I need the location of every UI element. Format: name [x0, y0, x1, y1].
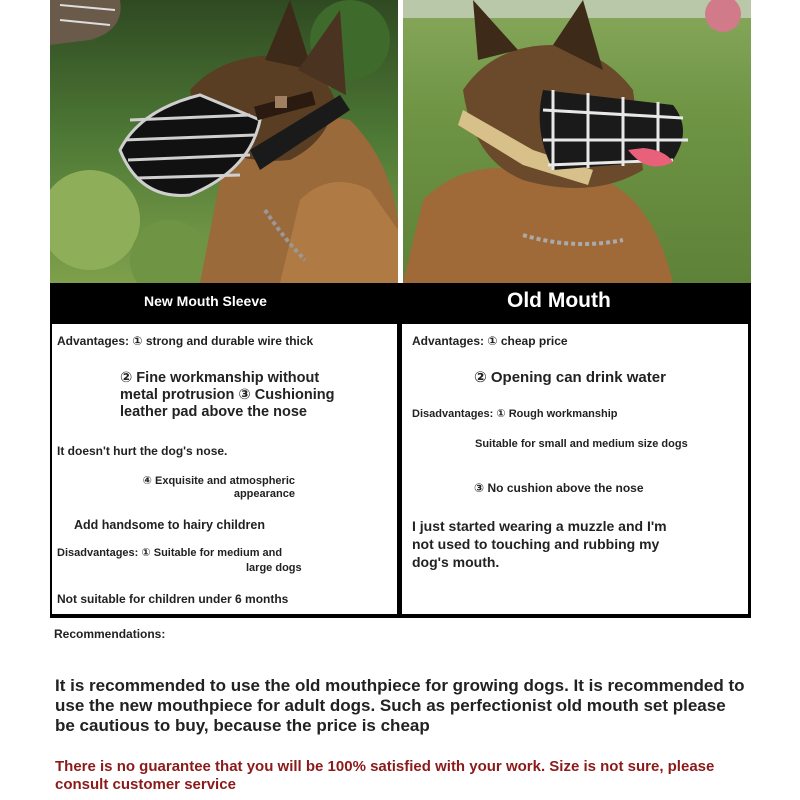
right-note: I just started wearing a muzzle and I'm not used to touching and rubbing my dog's mouth. [412, 518, 667, 570]
left-advantages-line: Advantages: ① strong and durable wire thick [57, 334, 314, 348]
column-divider [397, 324, 402, 615]
recommendations-label: Recommendations: [54, 627, 166, 641]
old-mouth-title: Old Mouth [507, 289, 611, 312]
left-advantage-4: ④ Exquisite and atmospheric appearance [142, 475, 295, 500]
right-advantage-3: ③ No cushion above the nose [474, 481, 644, 495]
table-bottom-border [50, 614, 751, 618]
left-disadvantages-label: Disadvantages: ① Suitable for medium and [57, 547, 283, 559]
right-advantages-line: Advantages: ① cheap price [412, 334, 568, 348]
right-disadvantages-line: Disadvantages: ① Rough workmanship [412, 408, 618, 420]
left-dog-photo [50, 0, 398, 283]
left-hairy-children: Add handsome to hairy children [74, 518, 265, 532]
recommendations-text: It is recommended to use the old mouthpiece for growing dogs. It is recommended to use the new mouthpiece for adult dogs. Such as perfectionist old mouth set please be cautious to buy, because the price is cheap [55, 676, 745, 735]
left-not-suitable: Not suitable for children under 6 months [57, 592, 289, 606]
warning-text: There is no guarantee that you will be 100% satisfied with your work. Size is not sure, please consult customer service [55, 758, 715, 793]
left-advantage-2-3: ② Fine workmanship without metal protrusion ③ Cushioning leather pad above the nose [120, 370, 335, 420]
left-disadvantages-cont: large dogs [246, 562, 302, 574]
new-mouth-sleeve-title: New Mouth Sleeve [144, 293, 267, 309]
right-dog-photo [403, 0, 751, 283]
left-column-border [50, 324, 52, 615]
right-column-border [748, 324, 751, 615]
right-suitable: Suitable for small and medium size dogs [475, 438, 688, 450]
right-advantage-2: ② Opening can drink water [474, 369, 666, 386]
left-nose-note: It doesn't hurt the dog's nose. [57, 444, 228, 458]
